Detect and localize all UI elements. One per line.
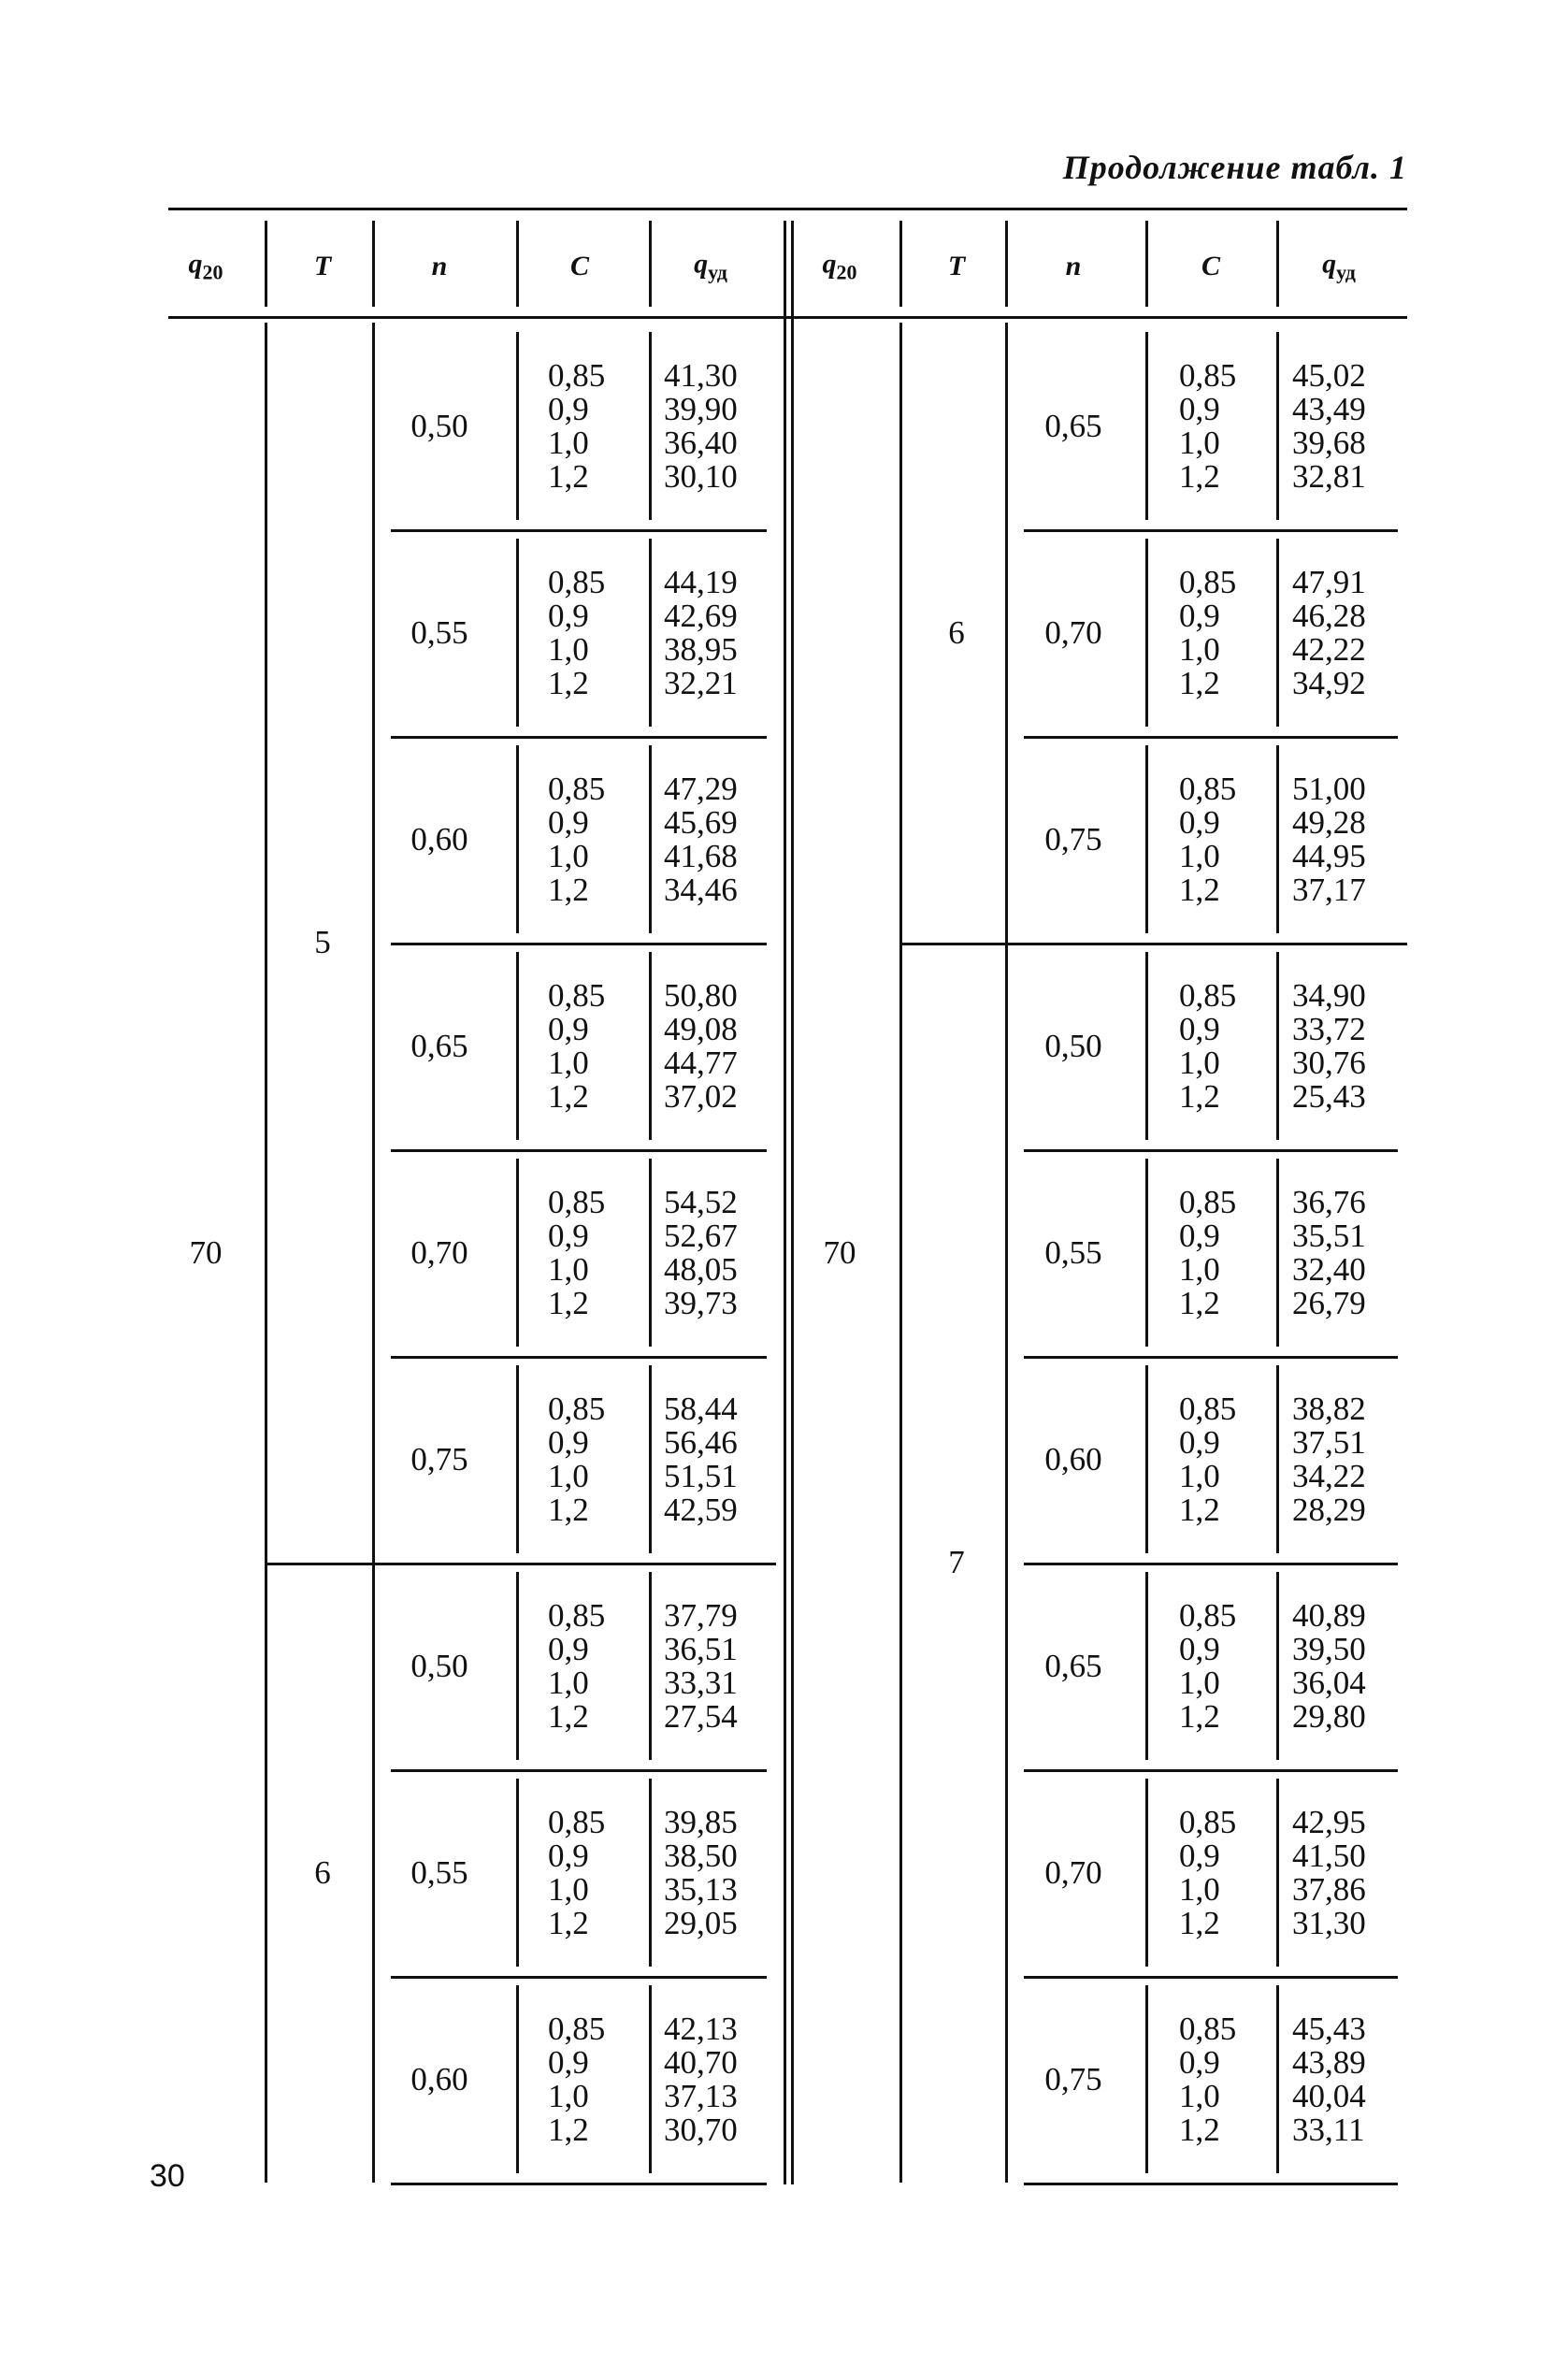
right-sep-n <box>1145 1572 1148 1760</box>
right-row-n: 0,65 <box>1044 1647 1102 1684</box>
right-row-n: 0,75 <box>1044 2060 1102 2097</box>
left-header-q20-subscript: 20 <box>202 260 223 284</box>
left-sep-q20 <box>265 323 267 2183</box>
right-header-q20-subscript: 20 <box>836 260 857 284</box>
left-header-sep-3 <box>649 221 652 307</box>
page-number: 30 <box>150 2158 185 2194</box>
right-row-divider <box>1024 1356 1398 1359</box>
right-header-q20-label: q <box>822 248 837 280</box>
right-row-C: 0,85 0,9 1,0 1,2 <box>1179 563 1237 701</box>
right-sep-n <box>1145 952 1148 1140</box>
right-sep-n <box>1145 1779 1148 1967</box>
left-sep-C <box>649 1159 652 1347</box>
left-header-q20-label: q <box>188 248 203 280</box>
left-sep-C <box>649 1572 652 1760</box>
left-row-C: 0,85 0,9 1,0 1,2 <box>548 1390 606 1528</box>
left-row-divider <box>391 736 767 739</box>
left-row-C: 0,85 0,9 1,0 1,2 <box>548 1596 606 1735</box>
right-row-C: 0,85 0,9 1,0 1,2 <box>1179 1390 1237 1528</box>
left-sep-C <box>649 539 652 727</box>
left-row-q: 50,80 49,08 44,77 37,02 <box>664 976 738 1115</box>
left-row-divider <box>391 529 767 532</box>
right-row-q: 47,91 46,28 42,22 34,92 <box>1292 563 1366 701</box>
left-row-q: 39,85 38,50 35,13 29,05 <box>664 1803 738 1941</box>
right-row-divider <box>1024 1976 1398 1979</box>
header-bottom-rule <box>168 316 1407 319</box>
left-row-n: 0,60 <box>410 820 468 858</box>
right-row-C: 0,85 0,9 1,0 1,2 <box>1179 1803 1237 1941</box>
left-header-n <box>432 251 448 282</box>
left-row-C: 0,85 0,9 1,0 1,2 <box>548 976 606 1115</box>
left-header-T <box>314 251 331 282</box>
right-row-C: 0,85 0,9 1,0 1,2 <box>1179 770 1237 908</box>
right-header-sep-0 <box>899 221 902 307</box>
right-header-sep-2 <box>1145 221 1148 307</box>
left-sep-n <box>516 539 519 727</box>
left-header-C <box>570 251 589 282</box>
right-header-q20 <box>823 249 857 285</box>
left-header-C-label: C <box>569 251 590 281</box>
left-row-C: 0,85 0,9 1,0 1,2 <box>548 563 606 701</box>
right-sep-C <box>1276 1572 1279 1760</box>
left-q20-value: 70 <box>189 1233 223 1271</box>
right-header-n <box>1066 251 1082 282</box>
left-header-q20 <box>189 249 223 285</box>
right-row-divider <box>1024 1563 1398 1565</box>
right-row-q: 38,82 37,51 34,22 28,29 <box>1292 1390 1366 1528</box>
right-row-C: 0,85 0,9 1,0 1,2 <box>1179 976 1237 1115</box>
right-sep-C <box>1276 745 1279 933</box>
right-sep-C <box>1276 332 1279 520</box>
left-group-divider-1 <box>265 1563 776 1565</box>
right-header-qud-subscript: уд <box>1336 260 1356 284</box>
right-group-0-T: 6 <box>948 613 965 651</box>
right-header-qud <box>1322 249 1356 285</box>
right-header-C-label: C <box>1201 251 1221 281</box>
right-row-divider <box>1024 1769 1398 1772</box>
right-row-n: 0,60 <box>1044 1440 1102 1478</box>
left-header-qud-subscript: уд <box>708 260 727 284</box>
left-group-1-T: 6 <box>314 1853 331 1891</box>
left-sep-n <box>516 1159 519 1347</box>
right-row-divider <box>1024 736 1398 739</box>
left-row-divider <box>391 1356 767 1359</box>
left-sep-C <box>649 1985 652 2173</box>
right-sep-n <box>1145 1159 1148 1347</box>
left-row-divider <box>391 1769 767 1772</box>
right-group-1-T: 7 <box>948 1544 965 1580</box>
right-sep-C <box>1276 1365 1279 1553</box>
right-row-q: 34,90 33,72 30,76 25,43 <box>1292 976 1366 1115</box>
right-sep-T <box>1005 323 1008 2183</box>
left-row-q: 47,29 45,69 41,68 34,46 <box>664 770 738 908</box>
left-row-n: 0,50 <box>410 407 468 444</box>
header-top-rule <box>168 208 1407 210</box>
right-row-C: 0,85 0,9 1,0 1,2 <box>1179 2010 1237 2148</box>
left-sep-n <box>516 1779 519 1967</box>
left-sep-n <box>516 332 519 520</box>
right-row-n: 0,70 <box>1044 613 1102 651</box>
left-group-0-T: 5 <box>314 924 331 960</box>
right-sep-n <box>1145 332 1148 520</box>
left-row-q: 42,13 40,70 37,13 30,70 <box>664 2010 738 2148</box>
left-header-n-label: n <box>431 251 448 281</box>
left-row-n: 0,65 <box>410 1027 468 1064</box>
right-group-divider-1 <box>899 943 1407 945</box>
right-header-n-label: n <box>1065 251 1082 281</box>
left-sep-T <box>372 323 375 2183</box>
left-sep-C <box>649 745 652 933</box>
left-sep-C <box>649 332 652 520</box>
left-header-qud-label: q <box>694 248 709 280</box>
left-row-C: 0,85 0,9 1,0 1,2 <box>548 1803 606 1941</box>
left-row-n: 0,55 <box>410 1853 468 1891</box>
left-row-divider <box>391 1149 767 1152</box>
left-row-divider <box>391 943 767 945</box>
right-header-qud-label: q <box>1322 248 1337 280</box>
left-header-T-label: T <box>313 251 332 281</box>
right-bottom-rule <box>1024 2183 1398 2185</box>
right-sep-C <box>1276 1985 1279 2173</box>
right-row-n: 0,50 <box>1044 1027 1102 1064</box>
left-row-n: 0,70 <box>410 1233 468 1271</box>
right-sep-C <box>1276 1159 1279 1347</box>
left-row-divider <box>391 1976 767 1979</box>
left-row-C: 0,85 0,9 1,0 1,2 <box>548 2010 606 2148</box>
right-row-q: 45,02 43,49 39,68 32,81 <box>1292 356 1366 495</box>
right-row-q: 45,43 43,89 40,04 33,11 <box>1292 2010 1366 2148</box>
left-sep-n <box>516 1985 519 2173</box>
right-sep-C <box>1276 952 1279 1140</box>
right-row-n: 0,70 <box>1044 1853 1102 1891</box>
left-sep-C <box>649 1365 652 1553</box>
right-row-C: 0,85 0,9 1,0 1,2 <box>1179 1183 1237 1321</box>
left-sep-n <box>516 745 519 933</box>
right-row-divider <box>1024 1149 1398 1152</box>
left-row-C: 0,85 0,9 1,0 1,2 <box>548 770 606 908</box>
left-row-n: 0,55 <box>410 613 468 651</box>
left-sep-n <box>516 1365 519 1553</box>
right-row-divider <box>1024 529 1398 532</box>
left-row-C: 0,85 0,9 1,0 1,2 <box>548 356 606 495</box>
left-row-q: 54,52 52,67 48,05 39,73 <box>664 1183 738 1321</box>
right-sep-n <box>1145 1985 1148 2173</box>
left-header-sep-1 <box>372 221 375 307</box>
left-sep-n <box>516 952 519 1140</box>
right-sep-n <box>1145 1365 1148 1553</box>
right-row-n: 0,65 <box>1044 407 1102 444</box>
right-sep-n <box>1145 539 1148 727</box>
right-row-n: 0,55 <box>1044 1233 1102 1271</box>
left-header-sep-2 <box>516 221 519 307</box>
left-header-qud <box>694 249 727 285</box>
left-row-C: 0,85 0,9 1,0 1,2 <box>548 1183 606 1321</box>
right-row-C: 0,85 0,9 1,0 1,2 <box>1179 356 1237 495</box>
right-q20-value: 70 <box>823 1233 856 1271</box>
table-caption: Продолжение табл. 1 <box>1062 149 1407 186</box>
right-header-sep-3 <box>1276 221 1279 307</box>
left-row-q: 58,44 56,46 51,51 42,59 <box>664 1390 738 1528</box>
left-row-n: 0,50 <box>410 1647 468 1684</box>
right-header-sep-1 <box>1005 221 1008 307</box>
right-header-T-label: T <box>947 251 966 281</box>
left-row-n: 0,60 <box>410 2060 468 2097</box>
right-sep-C <box>1276 1779 1279 1967</box>
center-divider-a <box>784 221 786 2184</box>
right-row-q: 51,00 49,28 44,95 37,17 <box>1292 770 1366 908</box>
left-header-sep-0 <box>265 221 267 307</box>
left-row-q: 37,79 36,51 33,31 27,54 <box>664 1596 738 1735</box>
right-sep-n <box>1145 745 1148 933</box>
left-sep-C <box>649 1779 652 1967</box>
right-row-q: 36,76 35,51 32,40 26,79 <box>1292 1183 1366 1321</box>
right-row-q: 40,89 39,50 36,04 29,80 <box>1292 1596 1366 1735</box>
right-row-n: 0,75 <box>1044 820 1102 858</box>
left-row-n: 0,75 <box>410 1440 468 1478</box>
left-sep-n <box>516 1572 519 1760</box>
right-row-C: 0,85 0,9 1,0 1,2 <box>1179 1596 1237 1735</box>
right-sep-C <box>1276 539 1279 727</box>
left-sep-C <box>649 952 652 1140</box>
left-bottom-rule <box>391 2183 767 2185</box>
right-sep-q20 <box>899 323 902 2183</box>
right-header-T <box>948 251 965 282</box>
left-row-q: 44,19 42,69 38,95 32,21 <box>664 563 738 701</box>
right-row-q: 42,95 41,50 37,86 31,30 <box>1292 1803 1366 1941</box>
right-header-C <box>1201 251 1220 282</box>
center-divider-b <box>791 221 794 2184</box>
left-row-q: 41,30 39,90 36,40 30,10 <box>664 356 738 495</box>
